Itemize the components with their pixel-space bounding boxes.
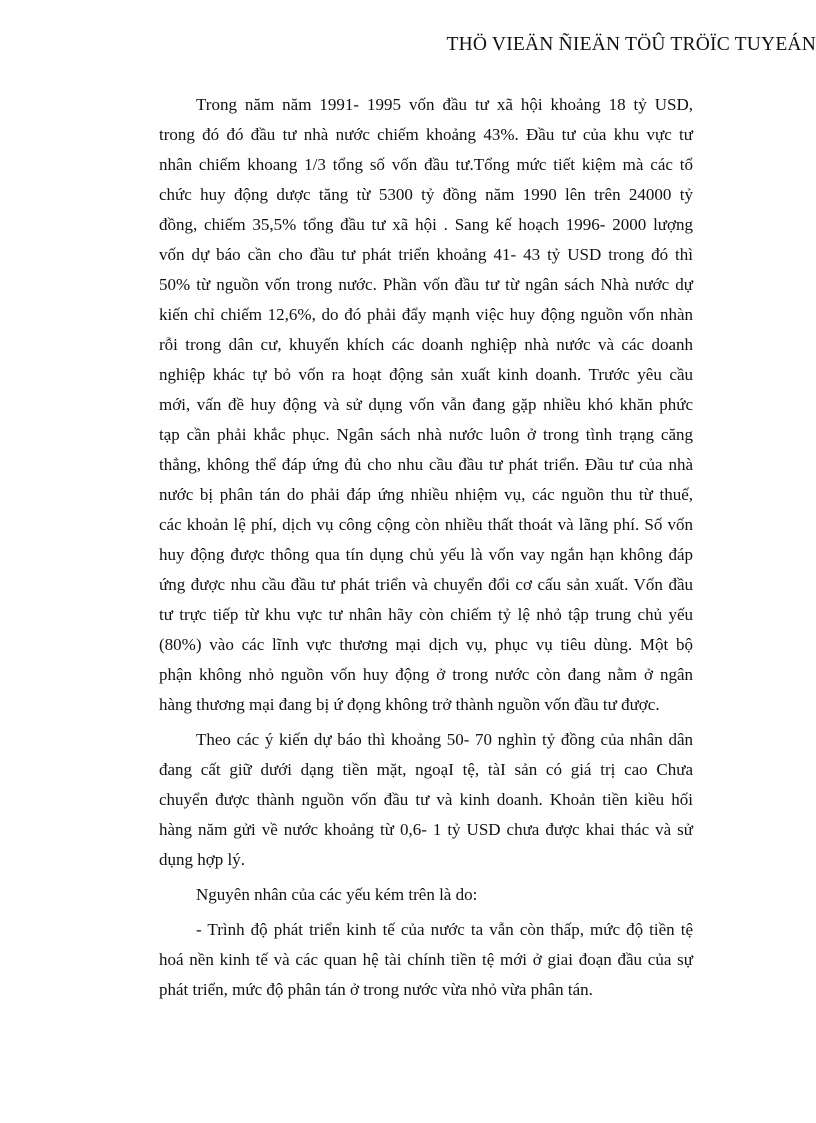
text-line: tư trực tiếp từ khu vực tư nhân hãy còn chiếm tỷ lệ nhỏ tập trung chủ yếu xyxy=(159,605,693,624)
paragraph-2 xyxy=(159,725,693,875)
text-line: đang cất giữ dưới dạng tiền mặt, ngoạI tệ, tàI sản có giá trị cao Chưa xyxy=(159,760,693,779)
text-line: nhân chiếm khoang 1/3 tổng số vốn đầu tư.Tổng mức tiết kiệm mà các tổ xyxy=(159,155,693,174)
text-line: dụng hợp lý. xyxy=(159,850,245,869)
text-line: phát triển, mức độ phân tán ở trong nước vừa nhỏ vừa phân tán. xyxy=(159,980,593,999)
text-line: kiến chỉ chiếm 12,6%, do đó phải đẩy mạnh việc huy động nguồn vốn nhàn xyxy=(159,305,693,324)
text-line: vốn dự báo cần cho đầu tư phát triển khoảng 41- 43 tỷ USD trong đó thì xyxy=(159,245,693,264)
text-line: nước bị phân tán do phải đáp ứng nhiều nhiệm vụ, các nguồn thu từ thuế, xyxy=(159,485,693,504)
text-line: ứng được nhu cầu đầu tư phát triển và chuyển đổi cơ cấu sản xuất. Vốn đầu xyxy=(159,575,693,594)
text-line: (80%) vào các lĩnh vực thương mại dịch vụ, phục vụ tiêu dùng. Một bộ xyxy=(159,635,693,654)
text-line: đồng, chiếm 35,5% tổng đầu tư xã hội . Sang kế hoạch 1996- 2000 lượng xyxy=(159,215,693,234)
paragraph-1 xyxy=(159,90,693,720)
text-line: các khoản lệ phí, dịch vụ công cộng còn nhiều thất thoát và lãng phí. Số vốn xyxy=(159,515,693,534)
text-line: Nguyên nhân của các yếu kém trên là do: xyxy=(196,885,478,904)
text-line: - Trình độ phát triển kinh tế của nước ta vẫn còn thấp, mức độ tiền tệ xyxy=(196,920,693,939)
text-line: chức huy động dược tăng từ 5300 tỷ đồng năm 1990 lên trên 24000 tỷ xyxy=(159,185,693,204)
text-line: rỗi trong dân cư, khuyến khích các doanh nghiệp nhà nước và các doanh xyxy=(159,335,693,354)
text-line: huy động được thông qua tín dụng chủ yếu là vốn vay ngắn hạn không đáp xyxy=(159,545,693,564)
text-line: thẳng, không thể đáp ứng đủ cho nhu cầu đầu tư phát triển. Đầu tư của nhà xyxy=(159,455,693,474)
text-line: hoá nền kinh tế và các quan hệ tài chính tiền tệ mới ở giai đoạn đầu của sự xyxy=(159,950,693,969)
text-line: 50% từ nguồn vốn trong nước. Phần vốn đầu tư từ ngân sách Nhà nước dự xyxy=(159,275,693,294)
page-header-title: THÖ VIEÄN ÑIEÄN TÖÛ TRÖÏC TUYEÁN xyxy=(446,34,816,55)
text-line: trong đó đó đầu tư nhà nước chiếm khoảng 43%. Đầu tư của khu vực tư xyxy=(159,125,693,144)
paragraph-4 xyxy=(159,915,693,1005)
text-line: mới, vấn đề huy động và sử dụng vốn vẫn đang gặp nhiều khó khăn phức xyxy=(159,395,693,414)
text-line: hàng năm gửi về nước khoảng từ 0,6- 1 tỷ USD chưa được khai thác và sử xyxy=(159,820,693,839)
document-body xyxy=(159,90,693,1005)
text-line: hàng thương mại đang bị ứ đọng không trở thành nguồn vốn đầu tư được. xyxy=(159,695,660,714)
text-line: Trong năm năm 1991- 1995 vốn đầu tư xã hội khoảng 18 tỷ USD, xyxy=(196,95,693,114)
text-line: tạp cần phải khắc phục. Ngân sách nhà nước luôn ở trong tình trạng căng xyxy=(159,425,693,444)
text-line: chuyển được thành nguồn vốn đầu tư và kinh doanh. Khoản tiền kiều hối xyxy=(159,790,693,809)
paragraph-3 xyxy=(159,880,693,910)
text-line: phận không nhỏ nguồn vốn huy động ở trong nước còn đang nằm ở ngân xyxy=(159,665,693,684)
text-line: nghiệp khác tự bỏ vốn ra hoạt động sản xuất kinh doanh. Trước yêu cầu xyxy=(159,365,693,384)
text-line: Theo các ý kiến dự báo thì khoảng 50- 70 nghìn tỷ đồng của nhân dân xyxy=(196,730,693,749)
